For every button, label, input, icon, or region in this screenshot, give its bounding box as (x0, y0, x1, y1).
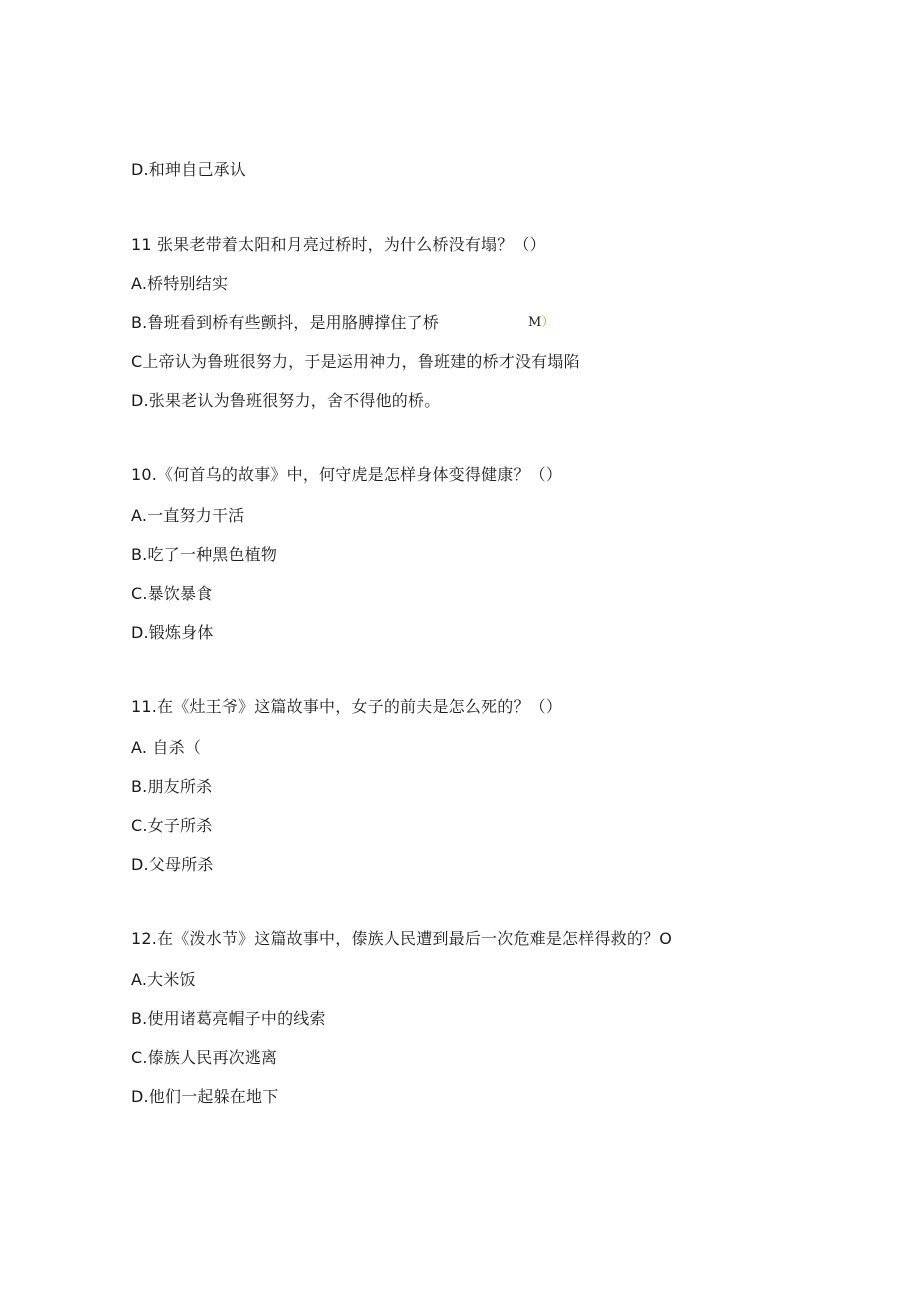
q10-option-d: D.锻炼身体 (131, 623, 214, 642)
q11b-option-a: A. 自杀（ (131, 738, 202, 757)
question-11-zhangguolao: 11 张果老带着太阳和月亮过桥时，为什么桥没有塌？（） (131, 235, 546, 254)
note-paren: ） (541, 315, 555, 330)
q11-option-d: D.张果老认为鲁班很努力，舍不得他的桥。 (131, 391, 441, 410)
question-10-heshouwu: 10.《何首乌的故事》中，何守虎是怎样身体变得健康？（） (131, 465, 563, 484)
q11-option-a: A.桥特别结实 (131, 274, 229, 293)
marginal-handwritten-note (528, 313, 554, 333)
question-11-zaowangye: 11.在《灶王爷》这篇故事中，女子的前夫是怎么死的？（） (131, 697, 563, 716)
q11-option-c: C上帝认为鲁班很努力，于是运用神力，鲁班建的桥才没有塌陷 (131, 352, 580, 371)
q12-option-a: A.大米饭 (131, 970, 196, 989)
question-12-poshuijie: 12.在《泼水节》这篇故事中，傣族人民遭到最后一次危难是怎样得救的？O (131, 929, 673, 948)
q10-option-b: B.吃了一种黑色植物 (131, 545, 278, 564)
q-prev-option-d: D.和珅自己承认 (131, 160, 247, 179)
note-letter: M (528, 315, 542, 330)
q11b-option-b: B.朋友所杀 (131, 777, 213, 796)
q12-option-d: D.他们一起躲在地下 (131, 1087, 279, 1106)
q11b-option-d: D.父母所杀 (131, 855, 214, 874)
q12-option-c: C.傣族人民再次逃离 (131, 1048, 278, 1067)
q11-option-b: B.鲁班看到桥有些颤抖，是用胳膊撑住了桥 (131, 313, 440, 332)
q11b-option-c: C.女子所杀 (131, 816, 213, 835)
q10-option-a: A.一直努力干活 (131, 506, 245, 525)
q10-option-c: C.暴饮暴食 (131, 584, 213, 603)
q12-option-b: B.使用诸葛亮帽子中的线索 (131, 1009, 326, 1028)
